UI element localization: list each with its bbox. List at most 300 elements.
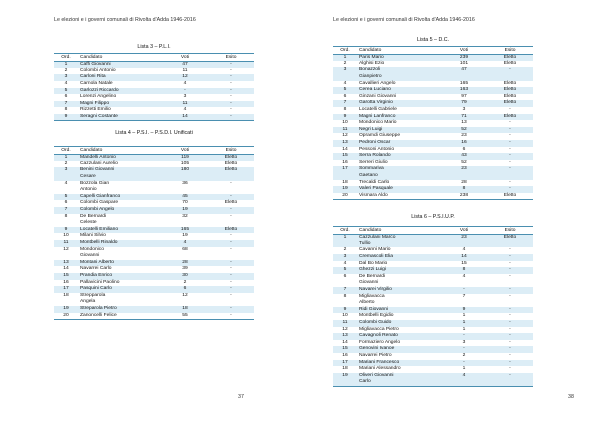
column-header-esito: Esito — [487, 47, 533, 55]
cell-name: Migliavacca — [357, 294, 441, 301]
cell-name: Garlozzi Riccardo — [78, 88, 162, 95]
cell-esito — [208, 220, 254, 227]
table-row — [333, 366, 533, 373]
cell-name: Formaziero Angelo — [357, 340, 441, 347]
cell-esito: - — [487, 313, 533, 320]
cell-esito: - — [208, 293, 254, 300]
cell-ord: 8 — [333, 294, 357, 301]
cell-voti: 6 — [441, 147, 487, 154]
column-header-esito: Esito — [487, 227, 533, 235]
cell-voti — [162, 299, 208, 306]
cell-name: Angela — [78, 299, 162, 306]
cell-ord: 13 — [333, 333, 357, 340]
cell-name: Cazzulani Aurelio — [78, 161, 162, 168]
table-row — [333, 267, 533, 274]
cell-voti: 180 — [162, 167, 208, 174]
cell-esito: - — [487, 107, 533, 114]
cell-esito — [208, 253, 254, 260]
cell-ord: 7 — [333, 287, 357, 294]
cell-name: Serreri Giulio — [357, 160, 441, 167]
cell-voti: 6 — [162, 286, 208, 293]
cell-esito: - — [208, 260, 254, 267]
cell-esito — [208, 174, 254, 181]
cell-name: Montbelli Egidio — [357, 313, 441, 320]
candidates-table — [333, 46, 533, 200]
cell-voti — [441, 379, 487, 386]
cell-name: Sommariva — [357, 166, 441, 173]
cell-esito: Eletto — [487, 234, 533, 241]
cell-name: Pessoni Antonio — [357, 147, 441, 154]
cell-name: Navarrei Pietro — [357, 353, 441, 360]
cell-ord: 13 — [54, 260, 78, 267]
cell-esito: Eletto — [208, 167, 254, 174]
table-row — [333, 254, 533, 261]
right-page — [300, 0, 600, 424]
table-row — [333, 234, 533, 241]
cell-name: Capelli Gianfranco — [78, 194, 162, 201]
cell-name: Serra Rolando — [357, 153, 441, 160]
cell-esito: - — [208, 286, 254, 293]
cell-voti — [441, 74, 487, 81]
cell-voti: - — [441, 360, 487, 367]
cell-esito: - — [487, 67, 533, 74]
cell-voti: 43 — [441, 153, 487, 160]
cell-esito: - — [208, 94, 254, 101]
column-header-voti: Voti — [441, 47, 487, 55]
cell-ord: 17 — [54, 286, 78, 293]
table-row — [333, 107, 533, 114]
cell-name: Locatelli Gabriele — [357, 107, 441, 114]
cell-voti: 32 — [162, 214, 208, 221]
cell-esito: Eletto — [487, 54, 533, 61]
cell-name: Colombi Gaspare — [78, 200, 162, 207]
cell-ord: 11 — [333, 127, 357, 134]
cell-name: Celeste — [78, 220, 162, 227]
cell-ord — [54, 253, 78, 260]
candidates-table — [54, 146, 254, 320]
cell-voti: 3 — [441, 107, 487, 114]
running-header: Le elezioni e i governi comunali di Rivolta d'Adda 1946-2016 — [333, 17, 475, 23]
cell-name: Pasquini Carlo — [78, 286, 162, 293]
cell-ord: 10 — [54, 233, 78, 240]
cell-esito: - — [487, 261, 533, 268]
cell-ord: 4 — [333, 261, 357, 268]
cell-ord: 1 — [333, 54, 357, 61]
cell-voti: 12 — [162, 293, 208, 300]
cell-ord: 18 — [333, 366, 357, 373]
cell-esito: - — [208, 313, 254, 320]
cell-esito: - — [208, 240, 254, 247]
column-header-voti: Voti — [441, 227, 487, 235]
cell-name: Carnola Natale — [78, 81, 162, 88]
cell-name: Prandia Enrico — [78, 273, 162, 280]
cell-name: Lorenzi Angelino — [78, 94, 162, 101]
cell-esito: - — [208, 233, 254, 240]
cell-ord: 9 — [333, 114, 357, 121]
cell-name: Negri Luigi — [357, 127, 441, 134]
cell-esito: Eletto — [487, 94, 533, 101]
table-row — [333, 74, 533, 81]
table-row — [333, 186, 533, 193]
cell-voti: 23 — [441, 234, 487, 241]
cell-name: Pallavicini Paolino — [78, 280, 162, 287]
cell-ord: 15 — [333, 346, 357, 353]
table-row — [333, 140, 533, 147]
cell-voti: 13 — [441, 120, 487, 127]
table-row — [54, 61, 254, 68]
table-row — [333, 287, 533, 294]
table-row — [54, 273, 254, 280]
cell-esito: - — [208, 266, 254, 273]
cell-voti: 239 — [441, 54, 487, 61]
cell-ord — [54, 174, 78, 181]
cell-name: Cerea Luciano — [357, 87, 441, 94]
cell-ord: 17 — [333, 166, 357, 173]
cell-esito: - — [208, 194, 254, 201]
cell-voti: 11 — [162, 101, 208, 108]
cell-esito: Eletto — [487, 81, 533, 88]
cell-ord: 12 — [54, 247, 78, 254]
cell-esito — [487, 280, 533, 287]
table-header-row — [333, 227, 533, 235]
column-header-esito: Esito — [208, 54, 254, 62]
cell-name: Mariani Alessandro — [357, 366, 441, 373]
cell-esito: - — [208, 247, 254, 254]
cell-esito: Eletto — [208, 227, 254, 234]
cell-ord: 1 — [54, 154, 78, 161]
cell-esito: - — [487, 120, 533, 127]
cell-voti: 15 — [441, 261, 487, 268]
table-row — [54, 94, 254, 101]
list-title: Lista 4 – P.S.I. – P.S.D.I. Unificati — [115, 130, 193, 136]
cell-ord: 19 — [333, 186, 357, 193]
cell-voti: 238 — [441, 193, 487, 200]
cell-ord: 15 — [333, 153, 357, 160]
cell-voti: 105 — [162, 161, 208, 168]
cell-esito: - — [487, 160, 533, 167]
cell-name: Montbelli Rinaldo — [78, 240, 162, 247]
table-row — [333, 87, 533, 94]
table-row — [333, 300, 533, 307]
cell-esito: - — [487, 294, 533, 301]
cell-voti: 3 — [441, 340, 487, 347]
cell-voti: 14 — [162, 114, 208, 121]
cell-ord: 6 — [333, 94, 357, 101]
column-header-voti: Voti — [162, 54, 208, 62]
cell-voti: 4 — [441, 247, 487, 254]
cell-voti: 52 — [441, 127, 487, 134]
cell-name: Oliveri Giovanni — [357, 373, 441, 380]
cell-esito: - — [487, 247, 533, 254]
candidates-table — [54, 53, 254, 121]
cell-ord: 9 — [333, 307, 357, 314]
cell-voti — [162, 187, 208, 194]
cell-voti: 14 — [441, 254, 487, 261]
cell-voti: 19 — [162, 207, 208, 214]
cell-name: Benini Giovanni — [78, 167, 162, 174]
cell-ord: 7 — [54, 101, 78, 108]
cell-esito: Eletto — [208, 161, 254, 168]
cell-ord: 10 — [333, 313, 357, 320]
cell-voti: - — [162, 88, 208, 95]
cell-ord: 8 — [54, 214, 78, 221]
cell-esito — [208, 187, 254, 194]
table-header-row — [54, 54, 254, 62]
cell-ord: 16 — [54, 280, 78, 287]
cell-name: Giovanni — [78, 253, 162, 260]
running-header: Le elezioni e i governi comunali di Rivolta d'Adda 1946-2016 — [54, 17, 196, 23]
cell-voti: 4 — [162, 107, 208, 114]
page-number: 37 — [238, 394, 244, 400]
cell-ord: 20 — [54, 313, 78, 320]
cell-ord: 8 — [54, 107, 78, 114]
cell-esito: - — [208, 114, 254, 121]
table-row — [54, 299, 254, 306]
cell-voti: 97 — [441, 94, 487, 101]
cell-ord: 19 — [54, 306, 78, 313]
column-header-candidato: Candidato — [357, 47, 441, 55]
cell-name: Magni Filippo — [78, 101, 162, 108]
cell-voti: 71 — [441, 114, 487, 121]
table-row — [54, 207, 254, 214]
cell-esito: - — [487, 147, 533, 154]
table-row — [54, 313, 254, 320]
table-row — [333, 193, 533, 200]
cell-ord: 15 — [54, 273, 78, 280]
cell-esito: - — [487, 153, 533, 160]
cell-esito: - — [487, 373, 533, 380]
cell-name: Colombi Angelo — [78, 207, 162, 214]
cell-ord: 13 — [333, 140, 357, 147]
table-row — [333, 173, 533, 180]
cell-name: Colombi Antonio — [78, 68, 162, 75]
cell-esito: - — [487, 186, 533, 193]
cell-esito: - — [208, 214, 254, 221]
cell-ord: 1 — [54, 61, 78, 68]
cell-voti: 1 — [441, 366, 487, 373]
page-number: 38 — [568, 394, 574, 400]
cell-ord: 12 — [333, 327, 357, 334]
cell-ord: 5 — [333, 87, 357, 94]
cell-voti: 3 — [162, 94, 208, 101]
cell-name: Paris Mario — [357, 54, 441, 61]
cell-voti: 4 — [441, 274, 487, 281]
cell-voti: 1 — [441, 320, 487, 327]
cell-ord: 14 — [333, 147, 357, 154]
cell-esito — [487, 241, 533, 248]
table-row — [333, 54, 533, 61]
cell-ord: 9 — [54, 227, 78, 234]
table-row — [333, 120, 533, 127]
cell-name: Mandelli Antonio — [78, 154, 162, 161]
cell-ord: 6 — [54, 200, 78, 207]
cell-name: Tullio — [357, 241, 441, 248]
cell-esito: - — [487, 254, 533, 261]
cell-voti: 70 — [162, 200, 208, 207]
cell-name: Cavagnoli Renato — [357, 333, 441, 340]
cell-ord: 3 — [333, 67, 357, 74]
cell-esito: Eletto — [208, 154, 254, 161]
cell-name: Cremascoli Elia — [357, 254, 441, 261]
cell-esito: - — [487, 127, 533, 134]
cell-name: Navarrei Carlo — [78, 266, 162, 273]
cell-ord: 5 — [54, 194, 78, 201]
cell-voti: 2 — [162, 280, 208, 287]
cell-voti: 45 — [162, 194, 208, 201]
cell-voti — [441, 280, 487, 287]
cell-voti: 47 — [162, 61, 208, 68]
table-row — [54, 220, 254, 227]
table-row — [333, 346, 533, 353]
cell-ord — [333, 379, 357, 386]
cell-ord: 16 — [333, 160, 357, 167]
cell-esito: Eletto — [487, 61, 533, 68]
column-header-candidato: Candidato — [78, 147, 162, 155]
cell-voti: 28 — [162, 260, 208, 267]
cell-ord: 1 — [333, 234, 357, 241]
cell-voti: 23 — [441, 133, 487, 140]
cell-voti: - — [441, 333, 487, 340]
cell-ord: 5 — [54, 88, 78, 95]
cell-voti: 1 — [441, 327, 487, 334]
cell-ord: 6 — [54, 94, 78, 101]
cell-ord: 3 — [54, 167, 78, 174]
cell-name: Antonio — [78, 187, 162, 194]
cell-voti: 4 — [441, 373, 487, 380]
table-row — [333, 353, 533, 360]
cell-ord — [333, 74, 357, 81]
cell-voti: 11 — [162, 68, 208, 75]
cell-ord: 14 — [333, 340, 357, 347]
cell-esito: Eletto — [487, 100, 533, 107]
cell-esito: - — [208, 74, 254, 81]
cell-name: Valeri Pasquale — [357, 186, 441, 193]
column-header-ord: Ord. — [333, 47, 357, 55]
cell-ord — [333, 300, 357, 307]
cell-ord — [54, 220, 78, 227]
table-row — [54, 240, 254, 247]
cell-name: Ginzani Giovanni — [357, 94, 441, 101]
cell-name: Rizzetti Emilio — [78, 107, 162, 114]
cell-esito: - — [208, 81, 254, 88]
cell-name: Migliavacca Pietro — [357, 327, 441, 334]
cell-name: Cazzulani Marco — [357, 234, 441, 241]
cell-name: Strepparola — [78, 293, 162, 300]
table-row — [54, 266, 254, 273]
cell-esito: - — [487, 287, 533, 294]
cell-voti: 2 — [441, 353, 487, 360]
cell-ord — [54, 187, 78, 194]
cell-name: Cavallieri Angelo — [357, 81, 441, 88]
cell-esito: Eletto — [487, 193, 533, 200]
cell-esito: - — [208, 107, 254, 114]
cell-esito: - — [487, 333, 533, 340]
cell-ord: 2 — [333, 247, 357, 254]
table-row — [54, 253, 254, 260]
cell-name: Magni Lanfranco — [357, 114, 441, 121]
cell-name: Opramdi Giuseppe — [357, 133, 441, 140]
cell-voti: 12 — [162, 74, 208, 81]
column-header-candidato: Candidato — [78, 54, 162, 62]
cell-voti: 101 — [441, 61, 487, 68]
cell-voti: 4 — [162, 240, 208, 247]
list-title: Lista 6 – P.S.I.U.P. — [411, 214, 455, 220]
cell-esito: - — [487, 340, 533, 347]
cell-ord: 9 — [54, 114, 78, 121]
cell-esito: - — [208, 207, 254, 214]
cell-name: Colombi Guido — [357, 320, 441, 327]
cell-voti: 28 — [441, 180, 487, 187]
candidates-table — [333, 226, 533, 387]
table-row — [54, 174, 254, 181]
cell-esito: Eletto — [487, 114, 533, 121]
cell-ord: 4 — [54, 181, 78, 188]
table-header-row — [333, 47, 533, 55]
table-row — [333, 379, 533, 386]
cell-name: Gaetano — [357, 173, 441, 180]
list-title: Lista 3 – P.L.I. — [137, 44, 171, 50]
cell-name: Cavanni Mario — [357, 247, 441, 254]
cell-ord — [54, 299, 78, 306]
column-header-candidato: Candidato — [357, 227, 441, 235]
cell-name: Seragni Costante — [78, 114, 162, 121]
cell-ord: 4 — [54, 81, 78, 88]
cell-name: Vismara Aldo — [357, 193, 441, 200]
cell-ord: 2 — [54, 68, 78, 75]
cell-voti: 119 — [162, 154, 208, 161]
cell-esito: - — [487, 166, 533, 173]
cell-name: Montani Alberto — [78, 260, 162, 267]
table-row — [54, 154, 254, 161]
table-row — [333, 153, 533, 160]
cell-ord: 2 — [333, 61, 357, 68]
cell-voti: 8 — [441, 267, 487, 274]
cell-voti — [162, 174, 208, 181]
cell-ord: 7 — [54, 207, 78, 214]
cell-name: Mondonico Mario — [357, 120, 441, 127]
cell-voti: 165 — [441, 81, 487, 88]
cell-voti: 16 — [441, 140, 487, 147]
table-row — [54, 306, 254, 313]
cell-ord: 19 — [333, 373, 357, 380]
cell-name: Streparola Pietro — [78, 306, 162, 313]
cell-ord — [333, 173, 357, 180]
cell-name: Ridi Giovanni — [357, 307, 441, 314]
cell-esito: - — [487, 274, 533, 281]
cell-esito: - — [487, 360, 533, 367]
cell-name: Bonazzoli — [357, 67, 441, 74]
cell-ord: 17 — [333, 360, 357, 367]
cell-voti: - — [441, 346, 487, 353]
cell-name: Zanoncelli Felice — [78, 313, 162, 320]
cell-ord: 3 — [333, 254, 357, 261]
cell-voti: 8 — [441, 186, 487, 193]
cell-ord: 18 — [54, 293, 78, 300]
table-row — [54, 286, 254, 293]
cell-esito: - — [487, 307, 533, 314]
table-row — [333, 333, 533, 340]
cell-name: Alberto — [357, 300, 441, 307]
cell-name: Milani Silvio — [78, 233, 162, 240]
cell-name: Ghezzi Luigi — [357, 267, 441, 274]
cell-voti: 68 — [162, 247, 208, 254]
cell-voti: 18 — [162, 306, 208, 313]
cell-name: Mariani Francesco — [357, 360, 441, 367]
cell-ord: 6 — [333, 274, 357, 281]
cell-esito: - — [487, 140, 533, 147]
cell-esito: - — [208, 273, 254, 280]
table-row — [333, 166, 533, 173]
